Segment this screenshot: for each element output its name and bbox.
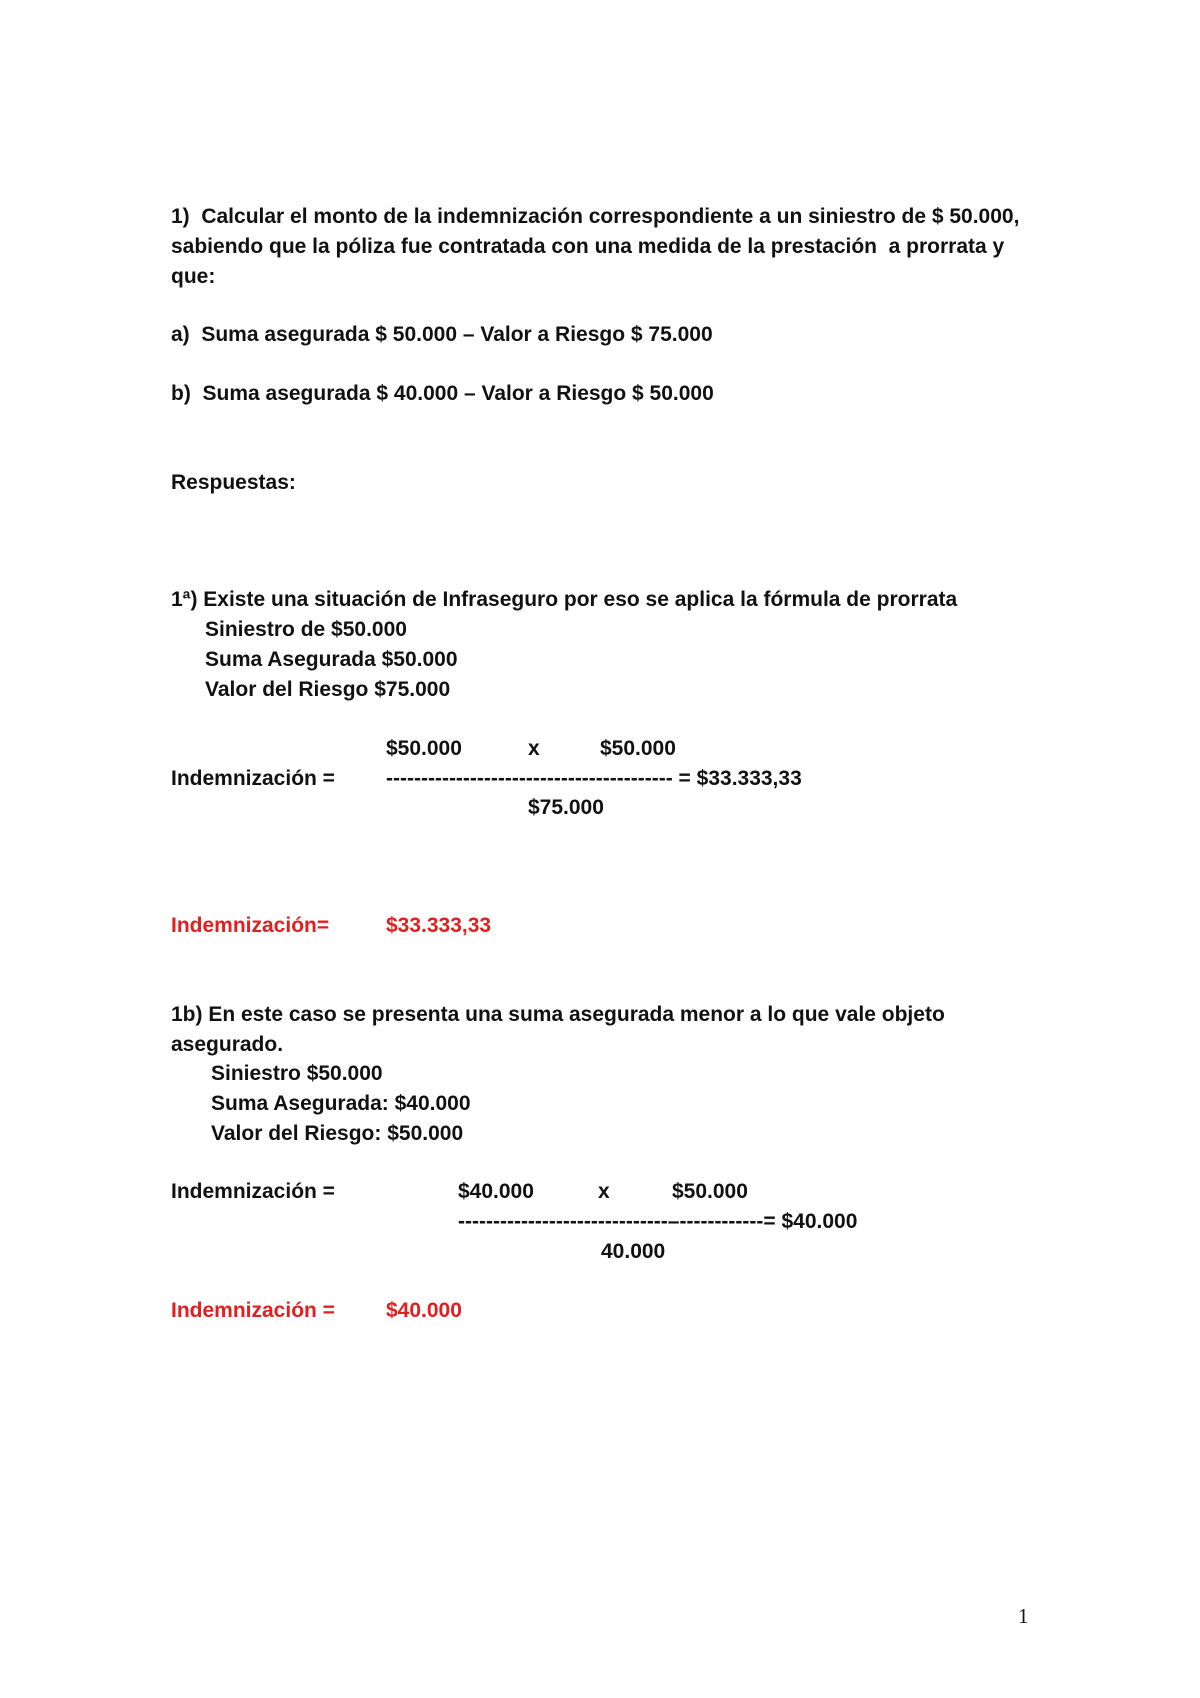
answer-b-numerator-1: $40.000 xyxy=(458,1180,534,1203)
answer-b-intro-2: asegurado. xyxy=(171,1033,284,1056)
answer-a-valor: Valor del Riesgo $75.000 xyxy=(205,678,451,701)
answer-a-intro: 1ª) Existe una situación de Infraseguro por eso se aplica la fórmula de prorrata xyxy=(171,588,958,611)
answer-a-siniestro: Siniestro de $50.000 xyxy=(205,618,407,641)
answer-b-formula-label: Indemnización = xyxy=(171,1180,335,1203)
answer-b-suma: Suma Asegurada: $40.000 xyxy=(211,1092,471,1115)
answer-a-denominator: $75.000 xyxy=(528,796,604,819)
question-option-a: a) Suma asegurada $ 50.000 – Valor a Riesgo $ 75.000 xyxy=(171,323,713,346)
answer-a-result-value: $33.333,33 xyxy=(386,914,492,937)
answer-a-formula-label: Indemnización = xyxy=(171,767,335,790)
question-line-2: sabiendo que la póliza fue contratada con una medida de la prestación a prorrata y xyxy=(171,235,1005,258)
answer-b-siniestro: Siniestro $50.000 xyxy=(211,1062,383,1085)
answer-a-times: x xyxy=(528,737,540,760)
answer-b-fraction-line: ------------------------------–------------= $40.000 xyxy=(458,1210,858,1233)
answer-b-times: x xyxy=(598,1180,610,1203)
answer-b-valor: Valor del Riesgo: $50.000 xyxy=(211,1122,464,1145)
answer-b-result-label: Indemnización = xyxy=(171,1299,335,1322)
answer-a-numerator-2: $50.000 xyxy=(600,737,676,760)
question-line-1: 1) Calcular el monto de la indemnización correspondiente a un siniestro de $ 50.000, xyxy=(171,205,1020,228)
answer-a-result-label: Indemnización= xyxy=(171,914,330,937)
question-option-b: b) Suma asegurada $ 40.000 – Valor a Riesgo $ 50.000 xyxy=(171,382,714,405)
question-line-3: que: xyxy=(171,265,216,288)
answer-b-result-value: $40.000 xyxy=(386,1299,462,1322)
page-number: 1 xyxy=(1018,1604,1029,1628)
answer-b-numerator-2: $50.000 xyxy=(672,1180,748,1203)
answer-b-intro-1: 1b) En este caso se presenta una suma asegurada menor a lo que vale objeto xyxy=(171,1003,945,1026)
answer-a-fraction-line: ----------------------------------------- = $33.333,33 xyxy=(386,767,802,790)
answers-heading: Respuestas: xyxy=(171,471,296,494)
answer-a-numerator-1: $50.000 xyxy=(386,737,462,760)
answer-b-denominator: 40.000 xyxy=(601,1240,666,1263)
answer-a-suma: Suma Asegurada $50.000 xyxy=(205,648,458,671)
